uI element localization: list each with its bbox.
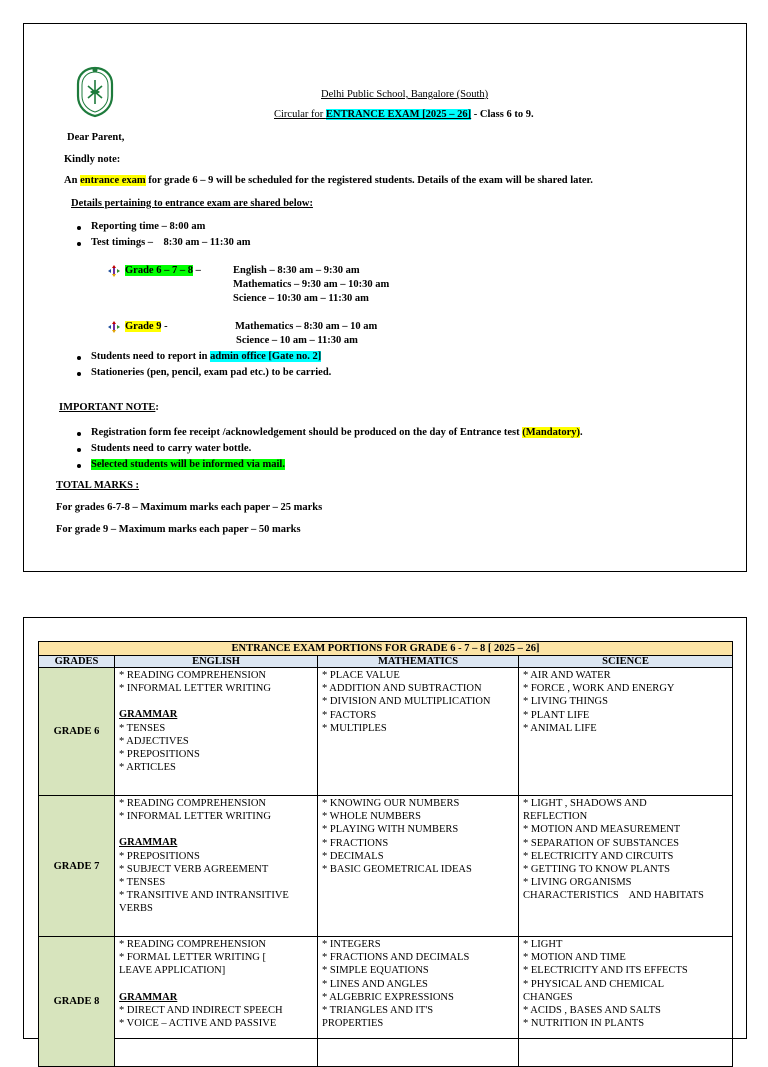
- header-english: ENGLISH: [115, 656, 318, 668]
- table-title-row: [39, 642, 733, 656]
- four-arrows-icon: [108, 265, 120, 277]
- portions-page: [23, 617, 747, 1039]
- grade9-science: Science – 10 am – 11:30 am: [236, 335, 358, 346]
- science-cell: [519, 668, 733, 796]
- science-item: * ELECTRICITY AND CIRCUITS: [523, 850, 674, 862]
- grade-cell: GRADE 8: [39, 937, 115, 1067]
- grammar-item: * PREPOSITIONS: [119, 850, 200, 862]
- grammar-item: * DIRECT AND INDIRECT SPEECH: [119, 1004, 283, 1016]
- circular-prefix: Circular for: [274, 109, 326, 120]
- total-marks-g9: For grade 9 – Maximum marks each paper – 50 marks: [56, 524, 301, 535]
- four-arrows-icon: [108, 321, 120, 333]
- intro-highlight: entrance exam: [80, 175, 146, 186]
- grade678-label: [125, 265, 201, 276]
- english-item: * READING COMPREHENSION: [119, 939, 267, 950]
- science-item: REFLECTION: [523, 811, 588, 823]
- math-item: * FACTORS: [322, 709, 377, 721]
- stationeries: Stationeries (pen, pencil, exam pad etc.) to be carried.: [91, 367, 332, 378]
- intro-paragraph: [64, 175, 593, 186]
- math-item: * WHOLE NUMBERS: [322, 811, 421, 823]
- grammar-item: * SUBJECT VERB AGREEMENT: [119, 863, 269, 875]
- details-heading: Details pertaining to entrance exam are shared below:: [71, 198, 313, 209]
- grammar-item: * PREPOSITIONS: [119, 749, 200, 761]
- science-item: * MOTION AND TIME: [523, 952, 626, 964]
- science-item: * FORCE , WORK AND ENERGY: [523, 683, 675, 695]
- registration-highlight: (Mandatory): [522, 427, 580, 438]
- science-item: * LIVING THINGS: [523, 696, 608, 708]
- math-item: * PLACE VALUE: [322, 670, 400, 681]
- grammar-item: * VOICE – ACTIVE AND PASSIVE: [119, 1018, 277, 1030]
- math-item: * INTEGERS: [322, 939, 381, 950]
- report-office-highlight: admin office [Gate no. 2]: [210, 351, 322, 362]
- english-item: * READING COMPREHENSION: [119, 798, 267, 809]
- circular-page: [23, 23, 747, 572]
- science-item: * ELECTRICITY AND ITS EFFECTS: [523, 965, 688, 977]
- math-item: * FRACTIONS AND DECIMALS: [322, 952, 470, 964]
- grammar-item: VERBS: [119, 903, 153, 915]
- reporting-time: Reporting time – 8:00 am: [91, 221, 206, 232]
- science-item: * LIGHT , SHADOWS AND: [523, 798, 647, 809]
- english-item: * INFORMAL LETTER WRITING: [119, 683, 271, 695]
- table-row: [39, 668, 733, 796]
- grade678-english: English – 8:30 am – 9:30 am: [233, 265, 360, 276]
- grammar-item: * ADJECTIVES: [119, 735, 189, 747]
- math-cell: [318, 668, 519, 796]
- math-item: * ADDITION AND SUBTRACTION: [322, 683, 482, 695]
- math-item: * FRACTIONS: [322, 837, 389, 849]
- report-office-pre: Students need to report in: [91, 351, 211, 362]
- registration-note: [91, 427, 583, 438]
- grammar-item: * TENSES: [119, 877, 166, 889]
- grammar-title: GRAMMAR: [119, 991, 178, 1003]
- school-crest-logo: [74, 66, 116, 118]
- math-item: * ALGEBRIC EXPRESSIONS: [322, 991, 454, 1003]
- total-marks-heading: TOTAL MARKS :: [56, 480, 140, 491]
- english-cell: [115, 668, 318, 796]
- math-item: * MULTIPLES: [322, 722, 387, 734]
- grade9-label: [125, 321, 168, 332]
- english-item: * READING COMPREHENSION: [119, 670, 267, 681]
- grade9-dash: -: [161, 321, 168, 332]
- science-item: * MOTION AND MEASUREMENT: [523, 824, 681, 836]
- table-header-row: [39, 656, 733, 668]
- math-item: * KNOWING OUR NUMBERS: [322, 798, 460, 809]
- english-item: * INFORMAL LETTER WRITING: [119, 811, 271, 823]
- registration-post: .: [580, 427, 583, 438]
- circular-highlight: ENTRANCE EXAM [2025 – 26]: [325, 109, 472, 120]
- grammar-title: GRAMMAR: [119, 709, 178, 721]
- circular-title: [274, 109, 534, 120]
- english-cell: [115, 796, 318, 937]
- grade-cell: GRADE 7: [39, 796, 115, 937]
- grade678-math: Mathematics – 9:30 am – 10:30 am: [233, 279, 390, 290]
- math-item: * DIVISION AND MULTIPLICATION: [322, 696, 491, 708]
- table-title: ENTRANCE EXAM PORTIONS FOR GRADE 6 - 7 – 8 [ 2025 – 26]: [39, 642, 733, 656]
- math-item: PROPERTIES: [322, 1018, 384, 1030]
- english-cell: [115, 937, 318, 1067]
- selected-highlight: Selected students will be informed via mail.: [91, 459, 285, 470]
- math-item: * DECIMALS: [322, 850, 384, 862]
- grammar-title: GRAMMAR: [119, 837, 178, 849]
- grammar-item: * TENSES: [119, 722, 166, 734]
- math-item: * LINES AND ANGLES: [322, 978, 428, 990]
- science-item: CHANGES: [523, 991, 573, 1003]
- science-item: CHARACTERISTICS AND HABITATS: [523, 890, 704, 902]
- science-item: * LIVING ORGANISMS: [523, 877, 632, 889]
- grade678-science: Science – 10:30 am – 11:30 am: [233, 293, 369, 304]
- science-cell: [519, 796, 733, 937]
- math-item: * PLAYING WITH NUMBERS: [322, 824, 459, 836]
- total-marks-g678: For grades 6-7-8 – Maximum marks each paper – 25 marks: [56, 502, 323, 513]
- grade9-highlight: Grade 9: [125, 321, 162, 332]
- grade678-dash: –: [192, 265, 201, 276]
- kindly-note: Kindly note:: [64, 154, 121, 165]
- science-cell: [519, 937, 733, 1067]
- science-item: * PLANT LIFE: [523, 709, 590, 721]
- math-cell: [318, 937, 519, 1067]
- portions-table: [38, 641, 733, 1067]
- english-item: * FORMAL LETTER WRITING [: [119, 952, 266, 964]
- table-row: [39, 937, 733, 1067]
- science-item: * NUTRITION IN PLANTS: [523, 1018, 645, 1030]
- grammar-item: * TRANSITIVE AND INTRANSITIVE: [119, 890, 289, 902]
- math-cell: [318, 796, 519, 937]
- header-science: SCIENCE: [519, 656, 733, 668]
- test-timings: Test timings – 8:30 am – 11:30 am: [91, 237, 251, 248]
- math-item: * BASIC GEOMETRICAL IDEAS: [322, 864, 472, 876]
- header-grades: GRADES: [39, 656, 115, 668]
- important-note-colon: :: [155, 402, 159, 413]
- intro-pre: An: [64, 175, 81, 186]
- science-item: * ACIDS , BASES AND SALTS: [523, 1005, 661, 1017]
- important-note-label: IMPORTANT NOTE: [59, 402, 156, 413]
- water-note: Students need to carry water bottle.: [91, 443, 252, 454]
- selected-note: [91, 459, 285, 470]
- grade-cell: GRADE 6: [39, 668, 115, 796]
- science-item: * GETTING TO KNOW PLANTS: [523, 864, 670, 876]
- report-office: [91, 351, 321, 362]
- circular-suffix: - Class 6 to 9.: [471, 109, 534, 120]
- science-item: * LIGHT: [523, 939, 563, 950]
- header-mathematics: MATHEMATICS: [318, 656, 519, 668]
- science-item: * ANIMAL LIFE: [523, 722, 597, 734]
- registration-pre: Registration form fee receipt /acknowledgement should be produced on the day of Entrance test: [91, 427, 523, 438]
- science-item: * PHYSICAL AND CHEMICAL: [523, 978, 665, 990]
- grade678-highlight: Grade 6 – 7 – 8: [125, 265, 193, 276]
- math-item: * SIMPLE EQUATIONS: [322, 965, 429, 977]
- intro-post: for grade 6 – 9 will be scheduled for the registered students. Details of the exam will be shared later.: [145, 175, 593, 186]
- science-item: * SEPARATION OF SUBSTANCES: [523, 837, 680, 849]
- science-item: * AIR AND WATER: [523, 670, 611, 681]
- math-item: * TRIANGLES AND IT'S: [322, 1005, 434, 1017]
- greeting: Dear Parent,: [67, 132, 125, 143]
- table-row: [39, 796, 733, 937]
- school-title: Delhi Public School, Bangalore (South): [321, 89, 489, 100]
- english-item: LEAVE APPLICATION]: [119, 965, 226, 977]
- important-note-heading: [59, 402, 159, 413]
- grammar-item: * ARTICLES: [119, 762, 176, 774]
- grade9-math: Mathematics – 8:30 am – 10 am: [235, 321, 378, 332]
